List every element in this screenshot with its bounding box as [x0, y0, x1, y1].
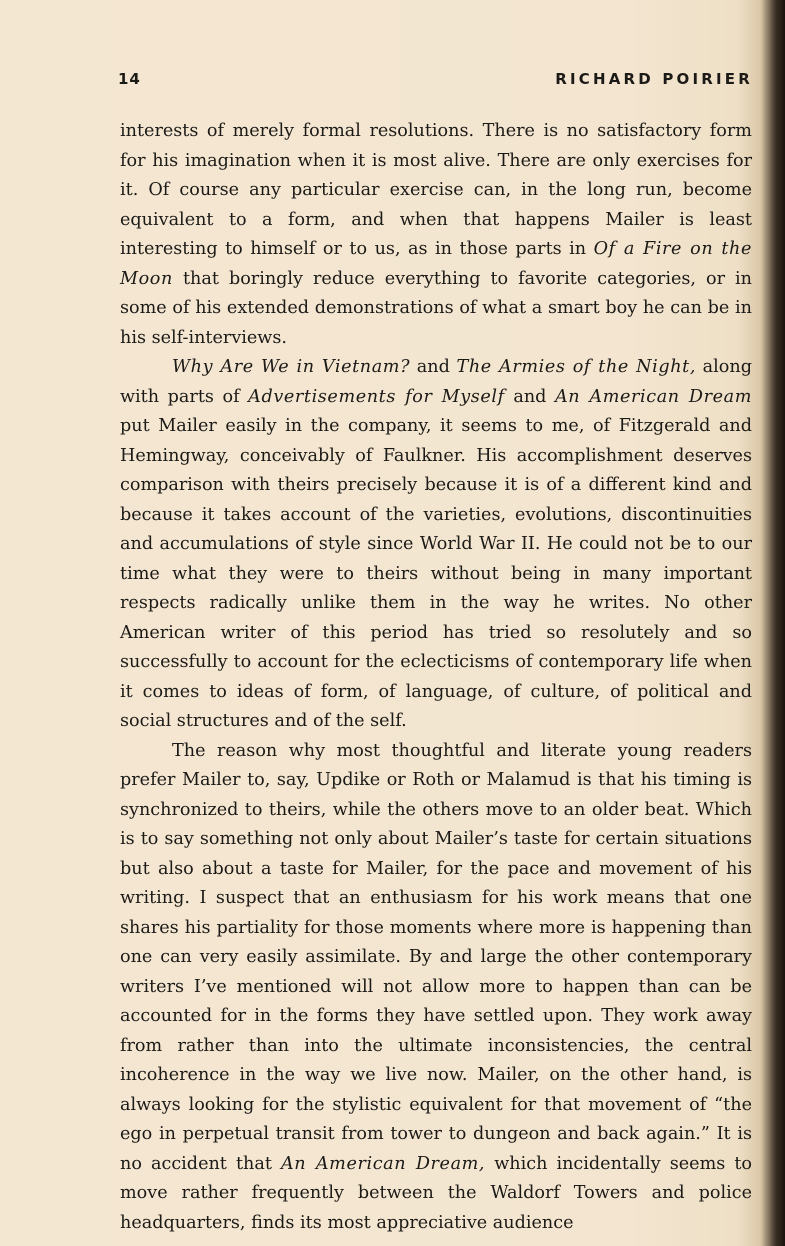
italic-title: An American Dream,: [280, 1153, 486, 1174]
text-run: put Mailer easily in the company, it seems to me, of Fitzgerald and Hemingway, conceivably of Faulkner. His accomplishment deserves comparison with theirs precisely because it is of a different kind and because it takes account of the varieties, evolutions, discontinuities and accumulations of style since World War II. He could not be to our time what they were to theirs without being in many important respects radically unlike them in the way he writes. No other American writer of this period has tried so resolutely and so successfully to account for the eclecticisms of contemporary life when it comes to ideas of form, of language, of culture, of political and social structures and of the self.: [120, 416, 752, 731]
page-header: [118, 70, 753, 96]
italic-title: An American Dream: [555, 386, 752, 407]
paragraph: [120, 117, 752, 353]
text-run: which incidentally seems to move rather frequently between the Waldorf Towers and police headquarters, finds its most appreciative audience: [120, 1153, 753, 1233]
text-run: along with parts of: [120, 357, 752, 407]
text-run: interests of merely formal resolutions. There is no satisfactory form for his imagination when it is most alive. There are only exercises for it. Of course any particular exercise can, in the long run, become equivalent to a form, and when that happens Mailer is least interesting to himself or to us, as in those parts in: [120, 121, 752, 259]
paragraph: [120, 353, 752, 737]
italic-title: The Armies of the Night,: [456, 357, 697, 377]
page-number: 14: [118, 70, 141, 88]
book-spine-shadow: [759, 0, 785, 1246]
paragraph: [120, 737, 752, 1239]
text-run: and: [410, 357, 457, 377]
body-text: [120, 117, 752, 1238]
italic-title: Of a Fire on the Moon: [120, 239, 752, 289]
text-run: and: [504, 386, 555, 407]
text-run: that boringly reduce everything to favorite categories, or in some of his extended demonstrations of what a smart boy he can be in his self-interviews.: [120, 268, 752, 348]
italic-title: Why Are We in Vietnam?: [172, 357, 411, 377]
italic-title: Advertisements for Myself: [248, 386, 505, 407]
running-head: RICHARD POIRIER: [555, 70, 753, 88]
text-run: The reason why most thoughtful and literate young readers prefer Mailer to, say, Updike or Roth or Malamud is that his timing is synchronized to theirs, while the others move to an older beat. Which is to say something not only about Mailer’s taste for certain situations but also about a taste for Mailer, for the pace and movement of his writing. I suspect that an enthusiasm for his work means that one shares his partiality for those moments where more is happening than one can very easily assimilate. By and large the other contemporary writers I’ve mentioned will not allow more to happen than can be accounted for in the forms they have settled upon. They work away from rather than into the ultimate inconsistencies, the central incoherence in the way we live now. Mailer, on the other hand, is always looking for the stylistic equivalent for that movement of “the ego in perpetual transit from tower to dungeon and back again.” It is no accident that: [120, 740, 752, 1174]
